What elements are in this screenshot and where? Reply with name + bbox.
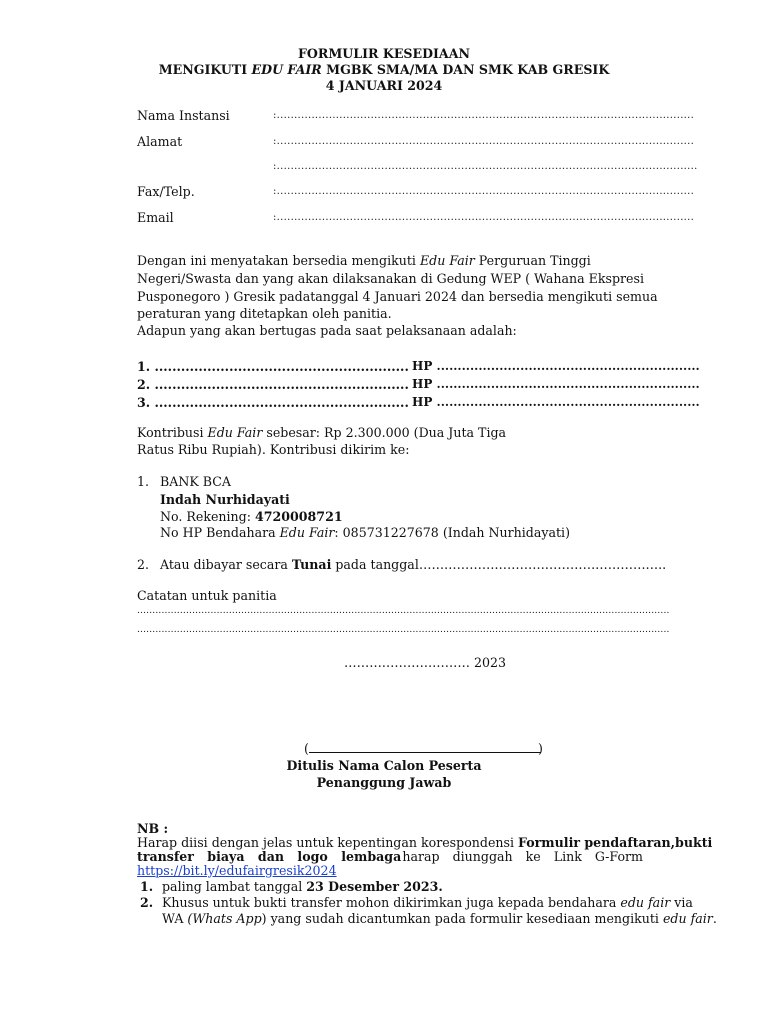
field-blank-alamat-2[interactable]: :......................................................................................................................... bbox=[273, 161, 698, 172]
bank-account-number: No. Rekening: 4720008721 bbox=[160, 509, 343, 524]
field-blank-nama-instansi[interactable]: :........................................................................................................................ bbox=[273, 110, 695, 121]
staff-row-3[interactable]: 3. .......................................................... bbox=[137, 395, 409, 410]
staff-hp-1[interactable]: HP ............................................................... bbox=[412, 359, 700, 373]
field-blank-email[interactable]: :........................................................................................................................ bbox=[273, 212, 695, 223]
cash-payment-line[interactable]: Atau dibayar secara Tunai pada tanggal………………………………………………….. bbox=[160, 557, 667, 572]
staff-row-2[interactable]: 2. .......................................................... bbox=[137, 377, 409, 392]
signature-line[interactable] bbox=[309, 740, 541, 753]
field-label-alamat: Alamat bbox=[137, 134, 183, 149]
title-line-2: MENGIKUTI EDU FAIR MGBK SMA/MA DAN SMK KAB GRESIK bbox=[158, 62, 610, 77]
contribution-line-2: Ratus Ribu Rupiah). Kontribusi dikirim ke: bbox=[137, 442, 410, 457]
cash-list-number: 2. bbox=[137, 557, 150, 572]
statement-line-5: Adapun yang akan bertugas pada saat pelaksanaan adalah: bbox=[137, 323, 517, 338]
field-label-fax: Fax/Telp. bbox=[137, 184, 195, 199]
gform-link[interactable]: https://bit.ly/edufairgresik2024 bbox=[137, 863, 337, 878]
notes-blank-2[interactable]: .............................................................................................................................................................................. bbox=[137, 625, 670, 635]
statement-line-3: Pusponegoro ) Gresik padatanggal 4 Januari 2024 dan bersedia mengikuti semua bbox=[137, 289, 658, 304]
nb-item-2-line-2: WA (Whats App) yang sudah dicantumkan pada formulir kesediaan mengikuti edu fair. bbox=[162, 911, 717, 926]
signature-caption-1: Ditulis Nama Calon Peserta bbox=[286, 758, 482, 773]
statement-line-4: peraturan yang ditetapkan oleh panitia. bbox=[137, 306, 392, 321]
contribution-line-1: Kontribusi Edu Fair sebesar: Rp 2.300.000 (Dua Juta Tiga bbox=[137, 425, 507, 440]
field-label-nama-instansi: Nama Instansi bbox=[137, 108, 230, 123]
treasurer-phone: No HP Bendahara Edu Fair: 085731227678 (Indah Nurhidayati) bbox=[160, 525, 570, 540]
nb-item-1: paling lambat tanggal 23 Desember 2023. bbox=[162, 879, 443, 894]
signature-open-paren: ( bbox=[304, 741, 309, 756]
statement-line-1: Dengan ini menyatakan bersedia mengikuti Edu Fair Perguruan Tinggi bbox=[137, 253, 591, 268]
statement-line-2: Negeri/Swasta dan yang akan dilaksanakan di Gedung WEP ( Wahana Ekspresi bbox=[137, 271, 644, 286]
signature-close-paren: ) bbox=[538, 741, 543, 756]
bank-name: BANK BCA bbox=[160, 474, 231, 489]
signature-caption-2: Penanggung Jawab bbox=[316, 775, 452, 790]
nb-item-1-number: 1. bbox=[140, 879, 154, 894]
field-blank-alamat[interactable]: :........................................................................................................................ bbox=[273, 136, 695, 147]
title-line-3: 4 JANUARI 2024 bbox=[325, 78, 443, 93]
staff-hp-2[interactable]: HP ............................................................... bbox=[412, 377, 700, 391]
nb-paragraph-line-2: transfer biaya dan logo lembaga harap diunggah ke Link G-Form bbox=[137, 849, 643, 864]
nb-item-2-number: 2. bbox=[140, 895, 154, 910]
bank-list-number: 1. bbox=[137, 474, 150, 489]
title-line-1: FORMULIR KESEDIAAN bbox=[297, 46, 470, 61]
notes-blank-1[interactable]: .............................................................................................................................................................................. bbox=[137, 606, 670, 616]
notes-label: Catatan untuk panitia bbox=[137, 588, 277, 603]
staff-hp-3[interactable]: HP ............................................................... bbox=[412, 395, 700, 409]
nb-title: NB : bbox=[137, 821, 169, 836]
date-line[interactable]: ………………………… 2023 bbox=[344, 655, 506, 670]
nb-item-2-line-1: Khusus untuk bukti transfer mohon dikirimkan juga kepada bendahara edu fair via bbox=[162, 895, 693, 910]
nb-paragraph-line-1: Harap diisi dengan jelas untuk kepentingan korespondensi Formulir pendaftaran,bukti bbox=[137, 835, 713, 850]
field-blank-fax[interactable]: :........................................................................................................................ bbox=[273, 186, 695, 197]
field-label-email: Email bbox=[137, 210, 174, 225]
staff-row-1[interactable]: 1. .......................................................... bbox=[137, 359, 409, 374]
bank-account-holder: Indah Nurhidayati bbox=[160, 492, 290, 507]
